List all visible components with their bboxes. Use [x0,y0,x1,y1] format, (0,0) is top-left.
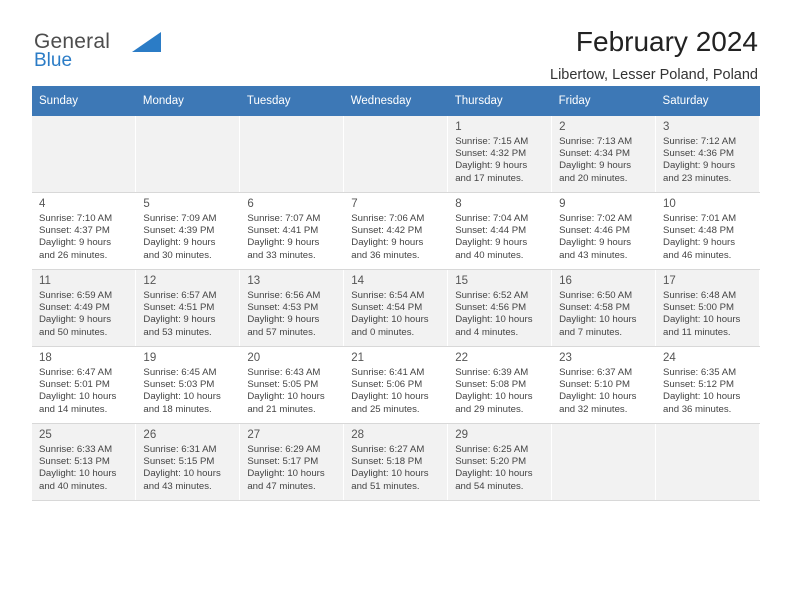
day-info-line: Sunrise: 6:57 AM [143,290,217,301]
day-info-line: Daylight: 10 hours [143,391,221,403]
day-info-line: Sunset: 4:56 PM [455,302,527,314]
day-info-line: Daylight: 10 hours [559,314,637,326]
day-number: 18 [39,352,52,364]
weekday-header-thursday: Thursday [448,86,552,116]
day-info-line: Sunset: 4:51 PM [143,302,215,314]
day-number [32,116,135,122]
day-sun-info [240,290,343,339]
day-sun-info [656,213,759,262]
title-block [550,26,758,84]
day-info-line: Daylight: 9 hours [39,314,111,326]
day-info-line: Daylight: 10 hours [39,468,117,480]
day-info-line: Sunset: 4:48 PM [663,225,734,237]
calendar-day-cell[interactable] [552,347,656,424]
day-info-line: Sunrise: 7:10 AM [39,213,113,224]
day-info-line: Sunset: 5:10 PM [559,379,631,391]
day-info-line: Sunrise: 6:35 AM [663,367,737,378]
day-info-line: Daylight: 10 hours [559,391,637,403]
day-number [552,424,655,430]
brand-name-top: General [34,30,111,53]
calendar-day-cell[interactable] [552,116,656,193]
day-number: 13 [247,275,261,287]
day-info-line: Daylight: 10 hours [455,468,533,480]
day-number: 19 [143,352,157,364]
day-info-line: Daylight: 9 hours [663,160,736,172]
day-info-line: and 4 minutes. [455,326,519,338]
day-info-line: and 53 minutes. [143,326,212,338]
day-info-line: Sunrise: 7:02 AM [559,213,633,224]
calendar-day-cell[interactable] [344,347,448,424]
calendar-day-cell[interactable] [240,347,344,424]
day-info-line: Sunset: 4:37 PM [39,225,110,237]
day-info-line: Sunrise: 6:50 AM [559,290,633,301]
calendar-day-cell[interactable] [32,424,136,501]
day-info-line: and 0 minutes. [351,326,415,338]
calendar-week-row [32,270,760,347]
day-number: 11 [39,275,51,287]
calendar-day-cell[interactable] [552,270,656,347]
calendar-day-cell[interactable] [656,270,760,347]
day-number: 27 [247,429,261,441]
day-info-line: Daylight: 9 hours [559,160,632,172]
day-info-line: Sunrise: 7:01 AM [663,213,737,224]
day-info-line: Daylight: 10 hours [351,314,429,326]
day-info-line: Sunset: 5:00 PM [663,302,734,314]
day-number: 8 [455,198,462,210]
day-number: 26 [143,429,157,441]
day-sun-info [656,136,759,185]
day-number [136,116,239,122]
calendar-day-cell[interactable] [448,193,552,270]
day-info-line: Daylight: 10 hours [247,391,325,403]
day-info-line: Sunrise: 6:33 AM [39,444,113,455]
day-sun-info [344,213,447,262]
day-info-line: Sunset: 5:12 PM [663,379,734,391]
day-number: 7 [351,198,358,210]
day-info-line: Daylight: 9 hours [455,160,528,172]
day-info-line: Sunset: 4:36 PM [663,148,734,160]
day-info-line: and 54 minutes. [455,480,524,492]
day-info-line: Sunset: 5:06 PM [351,379,423,391]
day-info-line: and 36 minutes. [663,403,732,415]
day-info-line: Sunset: 4:54 PM [351,302,423,314]
day-number: 28 [351,429,365,441]
day-sun-info [448,136,551,185]
calendar-week-row [32,347,760,424]
day-sun-info [344,444,447,493]
day-info-line: Daylight: 10 hours [247,468,325,480]
day-info-line: Daylight: 10 hours [39,391,117,403]
day-sun-info [448,444,551,493]
day-info-line: and 30 minutes. [143,249,212,261]
weekday-header-wednesday: Wednesday [344,86,448,116]
day-info-line: Daylight: 9 hours [39,237,111,249]
day-info-line: Sunrise: 7:06 AM [351,213,425,224]
day-sun-info [32,290,135,339]
day-number: 12 [143,275,157,287]
day-number [344,116,447,122]
day-info-line: Sunrise: 6:27 AM [351,444,425,455]
brand-logo [34,30,194,71]
day-info-line: Sunrise: 6:52 AM [455,290,529,301]
calendar-day-cell[interactable] [136,424,240,501]
day-info-line: Daylight: 10 hours [663,314,741,326]
day-info-line: Sunset: 5:05 PM [247,379,319,391]
day-info-line: and 46 minutes. [663,249,732,261]
day-info-line: and 25 minutes. [351,403,420,415]
day-info-line: and 20 minutes. [559,172,628,184]
day-number: 21 [351,352,365,364]
day-info-line: Sunset: 4:58 PM [559,302,631,314]
day-sun-info [136,290,239,339]
day-info-line: Sunset: 5:17 PM [247,456,319,468]
day-info-line: Sunset: 5:08 PM [455,379,527,391]
day-info-line: Sunrise: 6:41 AM [351,367,425,378]
day-info-line: and 17 minutes. [455,172,524,184]
weekday-header-row [32,86,760,116]
day-info-line: Daylight: 9 hours [247,237,320,249]
day-info-line: Sunrise: 6:56 AM [247,290,321,301]
day-info-line: Sunset: 4:32 PM [455,148,527,160]
day-sun-info [32,367,135,416]
day-info-line: Sunset: 5:18 PM [351,456,423,468]
day-number: 6 [247,198,254,210]
day-sun-info [552,136,655,185]
day-info-line: and 14 minutes. [39,403,108,415]
weekday-header-friday: Friday [552,86,656,116]
day-sun-info [552,290,655,339]
day-info-line: Sunset: 4:49 PM [39,302,110,314]
calendar-empty-cell [344,116,448,193]
day-number: 29 [455,429,468,441]
triangle-logo-icon [130,31,164,53]
day-info-line: Sunset: 4:44 PM [455,225,527,237]
day-info-line: and 47 minutes. [247,480,316,492]
day-number: 5 [143,198,150,210]
day-number: 14 [351,275,365,287]
calendar-day-cell[interactable] [448,424,552,501]
day-sun-info [448,213,551,262]
day-number [656,424,759,430]
page-header [32,0,760,86]
calendar-body [32,116,760,501]
day-info-line: Sunrise: 6:37 AM [559,367,633,378]
day-info-line: Sunrise: 7:15 AM [455,136,529,147]
day-number: 15 [455,275,468,287]
calendar-day-cell[interactable] [136,270,240,347]
day-number [240,116,343,122]
weekday-header-saturday: Saturday [656,86,760,116]
day-sun-info [656,290,759,339]
day-number: 20 [247,352,261,364]
day-sun-info [240,367,343,416]
day-info-line: Sunrise: 7:09 AM [143,213,217,224]
day-info-line: Daylight: 9 hours [663,237,736,249]
calendar-day-cell[interactable] [32,347,136,424]
calendar-empty-cell [240,116,344,193]
day-info-line: and 29 minutes. [455,403,524,415]
day-sun-info [552,367,655,416]
day-info-line: and 23 minutes. [663,172,732,184]
day-info-line: Sunrise: 6:47 AM [39,367,113,378]
calendar-week-row [32,193,760,270]
day-number: 25 [39,429,52,441]
day-info-line: Sunrise: 7:07 AM [247,213,321,224]
calendar-day-cell[interactable] [656,193,760,270]
day-info-line: Daylight: 10 hours [351,391,429,403]
day-number: 24 [663,352,676,364]
day-info-line: Daylight: 9 hours [351,237,424,249]
day-info-line: Sunset: 4:41 PM [247,225,319,237]
day-sun-info [240,444,343,493]
day-info-line: Sunrise: 7:04 AM [455,213,529,224]
day-info-line: Sunset: 4:42 PM [351,225,423,237]
day-info-line: and 51 minutes. [351,480,420,492]
day-info-line: Sunrise: 6:25 AM [455,444,529,455]
day-info-line: and 43 minutes. [143,480,212,492]
day-info-line: Sunrise: 6:59 AM [39,290,113,301]
calendar-empty-cell [32,116,136,193]
day-number: 9 [559,198,566,210]
day-info-line: Sunset: 4:39 PM [143,225,215,237]
calendar-day-cell[interactable] [656,116,760,193]
day-info-line: and 50 minutes. [39,326,108,338]
day-sun-info [240,213,343,262]
calendar-day-cell[interactable] [136,193,240,270]
day-info-line: Sunrise: 6:39 AM [455,367,529,378]
day-info-line: Sunset: 5:20 PM [455,456,527,468]
day-info-line: and 21 minutes. [247,403,316,415]
day-number: 17 [663,275,676,287]
day-info-line: Sunset: 5:15 PM [143,456,215,468]
calendar-day-cell[interactable] [32,270,136,347]
day-info-line: Daylight: 9 hours [143,237,216,249]
day-info-line: Daylight: 9 hours [455,237,528,249]
day-number: 1 [455,121,462,133]
day-sun-info [656,367,759,416]
day-info-line: Sunset: 5:13 PM [39,456,110,468]
day-sun-info [552,213,655,262]
day-info-line: Sunrise: 7:12 AM [663,136,737,147]
weekday-header-tuesday: Tuesday [240,86,344,116]
calendar-day-cell[interactable] [240,193,344,270]
day-info-line: and 26 minutes. [39,249,108,261]
day-info-line: and 11 minutes. [663,326,731,338]
calendar-week-row [32,116,760,193]
day-info-line: Sunrise: 6:48 AM [663,290,737,301]
day-info-line: and 40 minutes. [39,480,108,492]
day-info-line: and 40 minutes. [455,249,524,261]
calendar-empty-cell [552,424,656,501]
day-info-line: Daylight: 10 hours [663,391,741,403]
calendar-day-cell[interactable] [344,193,448,270]
day-info-line: Sunset: 4:46 PM [559,225,631,237]
day-number: 22 [455,352,468,364]
calendar-day-cell[interactable] [240,424,344,501]
day-info-line: Daylight: 9 hours [143,314,216,326]
day-number: 2 [559,121,566,133]
brand-name-bottom: Blue [34,50,73,71]
day-info-line: Sunrise: 6:43 AM [247,367,321,378]
day-info-line: Sunrise: 6:45 AM [143,367,217,378]
day-info-line: Daylight: 10 hours [143,468,221,480]
day-info-line: and 7 minutes. [559,326,623,338]
day-sun-info [448,367,551,416]
calendar-day-cell[interactable] [448,347,552,424]
day-info-line: Daylight: 9 hours [559,237,632,249]
day-info-line: Daylight: 9 hours [247,314,320,326]
day-sun-info [136,367,239,416]
day-sun-info [136,444,239,493]
day-number: 23 [559,352,572,364]
calendar-day-cell[interactable] [32,193,136,270]
day-info-line: Sunrise: 6:31 AM [143,444,217,455]
day-number: 16 [559,275,572,287]
day-info-line: and 32 minutes. [559,403,628,415]
calendar-table [32,86,760,501]
calendar-day-cell[interactable] [448,270,552,347]
day-info-line: and 18 minutes. [143,403,212,415]
calendar-day-cell[interactable] [136,347,240,424]
day-info-line: Daylight: 10 hours [351,468,429,480]
day-info-line: and 43 minutes. [559,249,628,261]
day-sun-info [448,290,551,339]
calendar-day-cell[interactable] [344,424,448,501]
calendar-day-cell[interactable] [344,270,448,347]
day-sun-info [32,444,135,493]
day-info-line: Sunrise: 6:29 AM [247,444,321,455]
day-info-line: and 57 minutes. [247,326,316,338]
day-info-line: Sunrise: 7:13 AM [559,136,633,147]
day-info-line: Sunset: 4:34 PM [559,148,631,160]
location-subtitle: Libertow, Lesser Poland, Poland [550,67,758,83]
day-info-line: Sunset: 5:03 PM [143,379,215,391]
calendar-day-cell[interactable] [448,116,552,193]
day-number: 10 [663,198,676,210]
calendar-empty-cell [136,116,240,193]
day-info-line: and 36 minutes. [351,249,420,261]
weekday-header-sunday: Sunday [32,86,136,116]
day-info-line: Sunset: 4:53 PM [247,302,319,314]
day-number: 3 [663,121,670,133]
day-sun-info [344,367,447,416]
calendar-empty-cell [656,424,760,501]
day-info-line: Daylight: 10 hours [455,391,533,403]
day-info-line: Daylight: 10 hours [455,314,533,326]
day-info-line: Sunset: 5:01 PM [39,379,110,391]
day-info-line: and 33 minutes. [247,249,316,261]
day-sun-info [136,213,239,262]
page-title: February 2024 [575,26,758,57]
day-number: 4 [39,198,46,210]
calendar-day-cell[interactable] [552,193,656,270]
day-sun-info [344,290,447,339]
calendar-day-cell[interactable] [656,347,760,424]
day-sun-info [32,213,135,262]
weekday-header-monday: Monday [136,86,240,116]
calendar-day-cell[interactable] [240,270,344,347]
day-info-line: Sunrise: 6:54 AM [351,290,425,301]
calendar-week-row [32,424,760,501]
